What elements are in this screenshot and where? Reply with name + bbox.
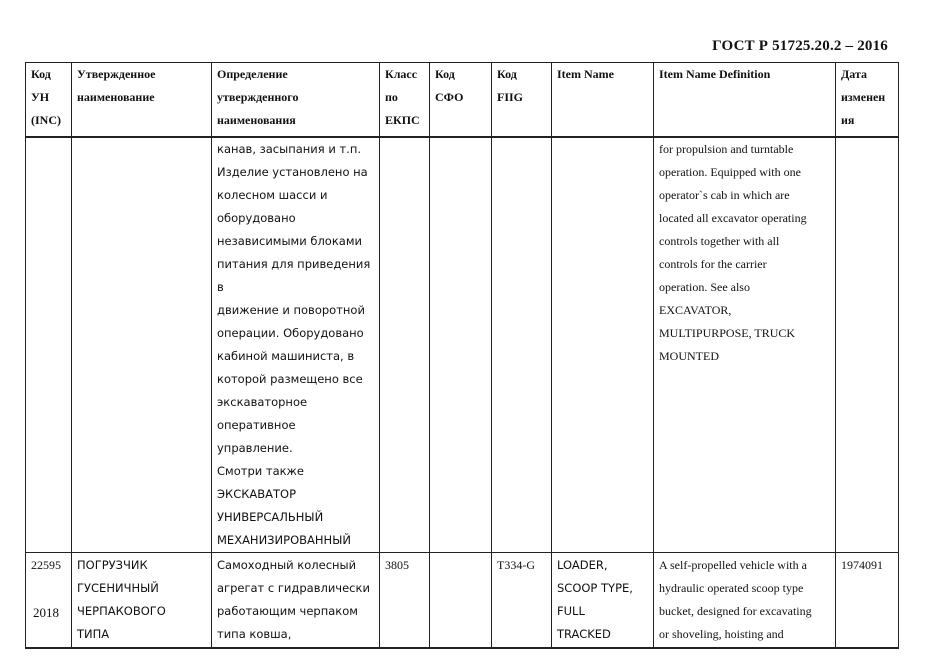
cell-inc	[26, 137, 72, 553]
header-item-name: Item Name	[552, 63, 654, 137]
cell-sfo-code	[430, 137, 492, 553]
table-row	[26, 137, 899, 553]
cell-item-name-definition: for propulsion and turntable operation. Equipped with one operator`s cab in which are located all excavator operating controls together with all controls for the carrier operation. See also EXCAVATOR, MULTIPURPOSE, TRUCK MOUNTED	[654, 137, 836, 553]
header-definition: Определение утвержденного наименования	[212, 63, 380, 137]
table-header-row	[26, 63, 899, 137]
header-approved-name: Утвержденное наименование	[72, 63, 212, 137]
header-ekps-class: Класс по ЕКПС	[380, 63, 430, 137]
cell-sfo-code	[430, 552, 492, 648]
cell-change-date: 1974091	[836, 552, 899, 648]
header-item-name-definition: Item Name Definition	[654, 63, 836, 137]
cell-item-name: LOADER, SCOOP TYPE, FULL TRACKED	[552, 552, 654, 648]
header-sfo-code: Код СФО	[430, 63, 492, 137]
header-fiig-code: Код FIIG	[492, 63, 552, 137]
approved-names-table	[25, 62, 899, 649]
table-row	[26, 552, 899, 648]
document-standard-header: ГОСТ Р 51725.20.2 – 2016	[712, 38, 888, 54]
cell-inc: 22595	[26, 552, 72, 648]
cell-fiig-code	[492, 137, 552, 553]
header-change-date: Дата изменен ия	[836, 63, 899, 137]
header-inc: Код УН (INC)	[26, 63, 72, 137]
cell-definition: канав, засыпания и т.п. Изделие установлено на колесном шасси и оборудовано независимыми блоками питания для приведения в движение и поворотной операции. Оборудовано кабиной машиниста, в которой размещено все экскаваторное оперативное управление. Смотри также ЭКСКАВАТОР УНИВЕРСАЛЬНЫЙ МЕХАНИЗИРОВАННЫЙ	[212, 137, 380, 553]
cell-fiig-code: T334-G	[492, 552, 552, 648]
cell-item-name-definition: A self-propelled vehicle with a hydraulic operated scoop type bucket, designed for excavating or shoveling, hoisting and	[654, 552, 836, 648]
cell-approved-name: ПОГРУЗЧИК ГУСЕНИЧНЫЙ ЧЕРПАКОВОГО ТИПА	[72, 552, 212, 648]
cell-change-date	[836, 137, 899, 553]
cell-approved-name	[72, 137, 212, 553]
cell-item-name	[552, 137, 654, 553]
page-number: 2018	[33, 605, 59, 620]
cell-definition: Самоходный колесный агрегат с гидравлически работающим черпаком типа ковша,	[212, 552, 380, 648]
cell-ekps-class	[380, 137, 430, 553]
cell-ekps-class: 3805	[380, 552, 430, 648]
